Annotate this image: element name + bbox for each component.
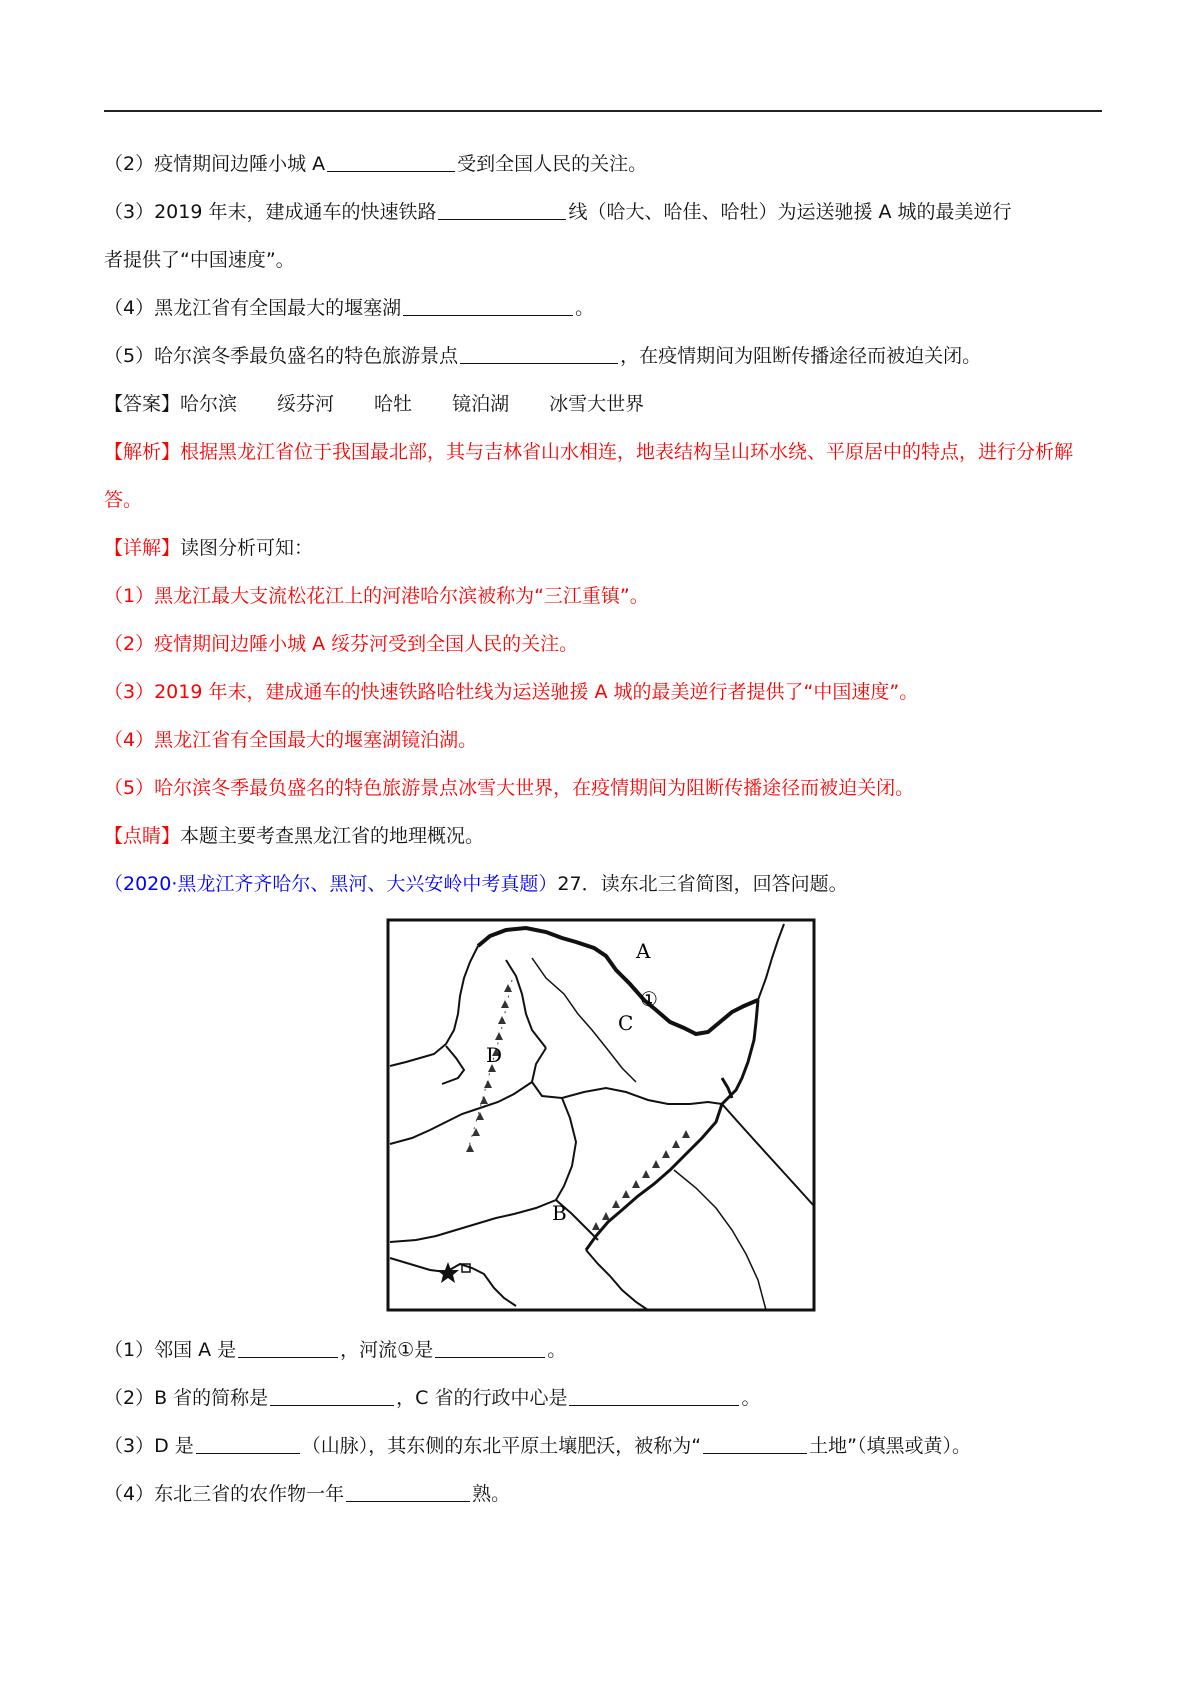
answer-item: 绥芬河 [277, 393, 335, 415]
detail-line: （1）黑龙江最大支流松花江上的河港哈尔滨被称为“三江重镇”。 [104, 585, 649, 607]
answer-item: 镜泊湖 [452, 393, 510, 415]
northeast-china-map [386, 918, 816, 1312]
detail-line: （2）疫情期间边陲小城 A 绥芬河受到全国人民的关注。 [104, 633, 579, 655]
detail-line: （5）哈尔滨冬季最负盛名的特色旅游景点冰雪大世界，在疫情期间为阻断传播途径而被迫关闭。 [104, 777, 915, 799]
analysis-text: 根据黑龙江省位于我国最北部，其与吉林省山水相连，地表结构呈山环水绕、平原居中的特点，进行分析解答。 [104, 441, 1074, 511]
header-rule [104, 110, 1102, 112]
q27-stem-line [104, 860, 1104, 908]
answer-blank[interactable] [403, 293, 573, 316]
answer-blank[interactable] [327, 149, 455, 172]
answer-blank[interactable] [238, 1335, 338, 1358]
answer-blank[interactable] [703, 1431, 807, 1454]
q27-part4: （4）东北三省的农作物一年 熟。 [104, 1470, 1104, 1518]
answer-item: 哈尔滨 [180, 393, 238, 415]
map-label-c: C [618, 1011, 634, 1035]
analysis [104, 428, 1104, 524]
answer-blank[interactable] [270, 1383, 394, 1406]
answer-blank[interactable] [569, 1383, 739, 1406]
answer-blank[interactable] [460, 341, 618, 364]
detail-label: 【详解】 [104, 537, 181, 559]
q26-part2: （2）疫情期间边陲小城 A 受到全国人民的关注。 [104, 140, 1104, 188]
q27-part1: （1）邻国 A 是 ，河流①是 。 [104, 1326, 1104, 1374]
detail-line: （4）黑龙江省有全国最大的堰塞湖镜泊湖。 [104, 729, 478, 751]
map-label-a: A [636, 939, 651, 963]
q26-part4: （4）黑龙江省有全国最大的堰塞湖 。 [104, 284, 1104, 332]
analysis-label: 【解析】 [104, 441, 181, 463]
answer-blank[interactable] [346, 1479, 470, 1502]
map-label-river-1: ① [640, 987, 658, 1011]
comment-label: 【点睛】 [104, 825, 181, 847]
answer-blank[interactable] [438, 197, 566, 220]
answer-item: 冰雪大世界 [549, 393, 645, 415]
answer-line [104, 380, 1104, 428]
q26-part3: （3）2019 年末，建成通车的快速铁路 线（哈大、哈佳、哈牡）为运送驰援 A 城的最美逆行 [104, 188, 1104, 236]
map-frame [388, 920, 814, 1310]
answer-item: 哈牡 [374, 393, 413, 415]
document-body [104, 140, 1104, 1518]
map-label-b: B [552, 1201, 567, 1225]
q27-part2: （2）B 省的简称是 ，C 省的行政中心是 。 [104, 1374, 1104, 1422]
detail-line: （3）2019 年末，建成通车的快速铁路哈牡线为运送驰援 A 城的最美逆行者提供了“中国速度”。 [104, 681, 919, 703]
answer-blank[interactable] [435, 1335, 545, 1358]
comment [104, 812, 1104, 860]
answer-label: 【答案】 [104, 393, 181, 415]
q27-part3: （3）D 是 （山脉），其东侧的东北平原土壤肥沃，被称为“ 土地”（填黑或黄）。 [104, 1422, 1104, 1470]
q26-part3-cont: 者提供了“中国速度”。 [104, 249, 295, 271]
map-container [104, 912, 1104, 1322]
map-label-d: D [486, 1043, 503, 1067]
q27-source: （2020·黑龙江齐齐哈尔、黑河、大兴安岭中考真题） [104, 873, 558, 895]
comment-text: 本题主要考查黑龙江省的地理概况。 [180, 825, 485, 847]
detail-intro: 读图分析可知： [180, 537, 314, 559]
q26-part5: （5）哈尔滨冬季最负盛名的特色旅游景点 ，在疫情期间为阻断传播途径而被迫关闭。 [104, 332, 1104, 380]
answer-blank[interactable] [196, 1431, 300, 1454]
detail-heading [104, 524, 1104, 572]
q27-stem: 27．读东北三省简图，回答问题。 [557, 873, 848, 895]
